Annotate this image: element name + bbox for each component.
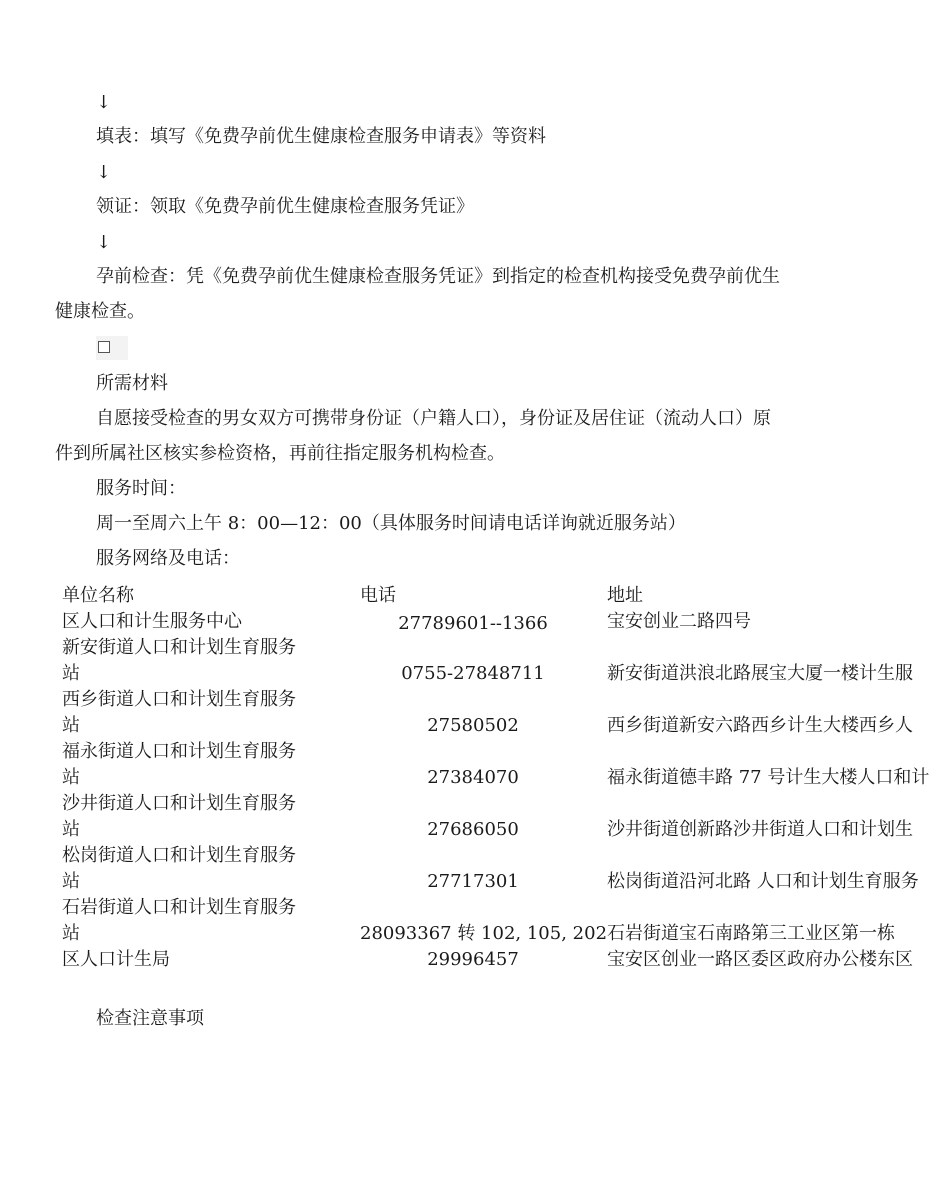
unit-phone: 0755-27848711	[401, 663, 545, 684]
unit-name-cont: 站	[62, 871, 80, 892]
unit-name: 西乡街道人口和计划生育服务	[62, 689, 296, 710]
unit-address: 宝安区创业一路区委区政府办公楼东区	[607, 949, 913, 970]
checkbox-icon	[98, 341, 110, 353]
unit-address: 西乡街道新安六路西乡计生大楼西乡人	[607, 715, 913, 736]
unit-address: 宝安创业二路四号	[607, 611, 751, 632]
service-network-table	[62, 583, 950, 973]
unit-name-cont: 站	[62, 663, 80, 684]
step-prenatal-exam: 孕前检查：凭《免费孕前优生健康检查服务凭证》到指定的检查机构接受免费孕前优生	[96, 266, 780, 287]
unit-phone: 27789601--1366	[398, 613, 548, 634]
table-header-row	[62, 583, 950, 609]
unit-name: 沙井街道人口和计划生育服务	[62, 793, 296, 814]
step-prenatal-exam-cont: 健康检查。	[55, 301, 145, 322]
unit-name: 区人口和计生服务中心	[62, 611, 242, 632]
unit-phone: 27580502	[427, 715, 519, 736]
column-header-phone: 电话	[360, 585, 396, 606]
service-time-heading: 服务时间：	[96, 478, 186, 499]
notes-heading: 检查注意事项	[96, 1008, 204, 1029]
unit-name-cont: 站	[62, 715, 80, 736]
unit-name-cont: 站	[62, 767, 80, 788]
flow-arrow: ↓	[96, 92, 112, 113]
unit-phone: 27686050	[427, 819, 519, 840]
unit-address: 新安街道洪浪北路展宝大厦一楼计生服	[607, 663, 913, 684]
unit-name: 福永街道人口和计划生育服务	[62, 741, 296, 762]
unit-address: 石岩街道宝石南路第三工业区第一栋	[607, 923, 895, 944]
unit-phone: 27384070	[427, 767, 519, 788]
unit-name: 石岩街道人口和计划生育服务	[62, 897, 296, 918]
unit-name-cont: 站	[62, 819, 80, 840]
unit-phone: 28093367 转 102, 105, 202	[360, 923, 608, 944]
table-row	[62, 895, 950, 947]
checkbox-placeholder	[96, 336, 128, 360]
materials-text: 自愿接受检查的男女双方可携带身份证（户籍人口），身份证及居住证（流动人口）原	[96, 408, 771, 429]
materials-heading: 所需材料	[96, 373, 168, 394]
materials-text-cont: 件到所属社区核实参检资格，再前往指定服务机构检查。	[55, 443, 505, 464]
unit-phone: 29996457	[427, 949, 519, 970]
table-row	[62, 791, 950, 843]
unit-phone: 27717301	[427, 871, 519, 892]
unit-name-cont: 站	[62, 923, 80, 944]
network-heading: 服务网络及电话：	[96, 548, 240, 569]
table-row	[62, 635, 950, 687]
step-get-certificate: 领证：领取《免费孕前优生健康检查服务凭证》	[96, 196, 474, 217]
unit-name: 新安街道人口和计划生育服务	[62, 637, 296, 658]
table-row	[62, 947, 950, 973]
table-row	[62, 687, 950, 739]
unit-address: 沙井街道创新路沙井街道人口和计划生	[607, 819, 913, 840]
step-fill-form: 填表：填写《免费孕前优生健康检查服务申请表》等资料	[96, 126, 546, 147]
unit-address: 松岗街道沿河北路 人口和计划生育服务	[607, 871, 919, 892]
table-row	[62, 843, 950, 895]
unit-name: 松岗街道人口和计划生育服务	[62, 845, 296, 866]
flow-arrow: ↓	[96, 162, 112, 183]
table-row	[62, 739, 950, 791]
unit-name: 区人口计生局	[62, 949, 170, 970]
column-header-name: 单位名称	[62, 585, 134, 606]
table-row	[62, 609, 950, 635]
column-header-address: 地址	[607, 585, 643, 606]
flow-arrow: ↓	[96, 232, 112, 253]
unit-address: 福永街道德丰路 77 号计生大楼人口和计	[607, 767, 930, 788]
service-time-value: 周一至周六上午 8：00—12：00（具体服务时间请电话详询就近服务站）	[96, 513, 686, 534]
